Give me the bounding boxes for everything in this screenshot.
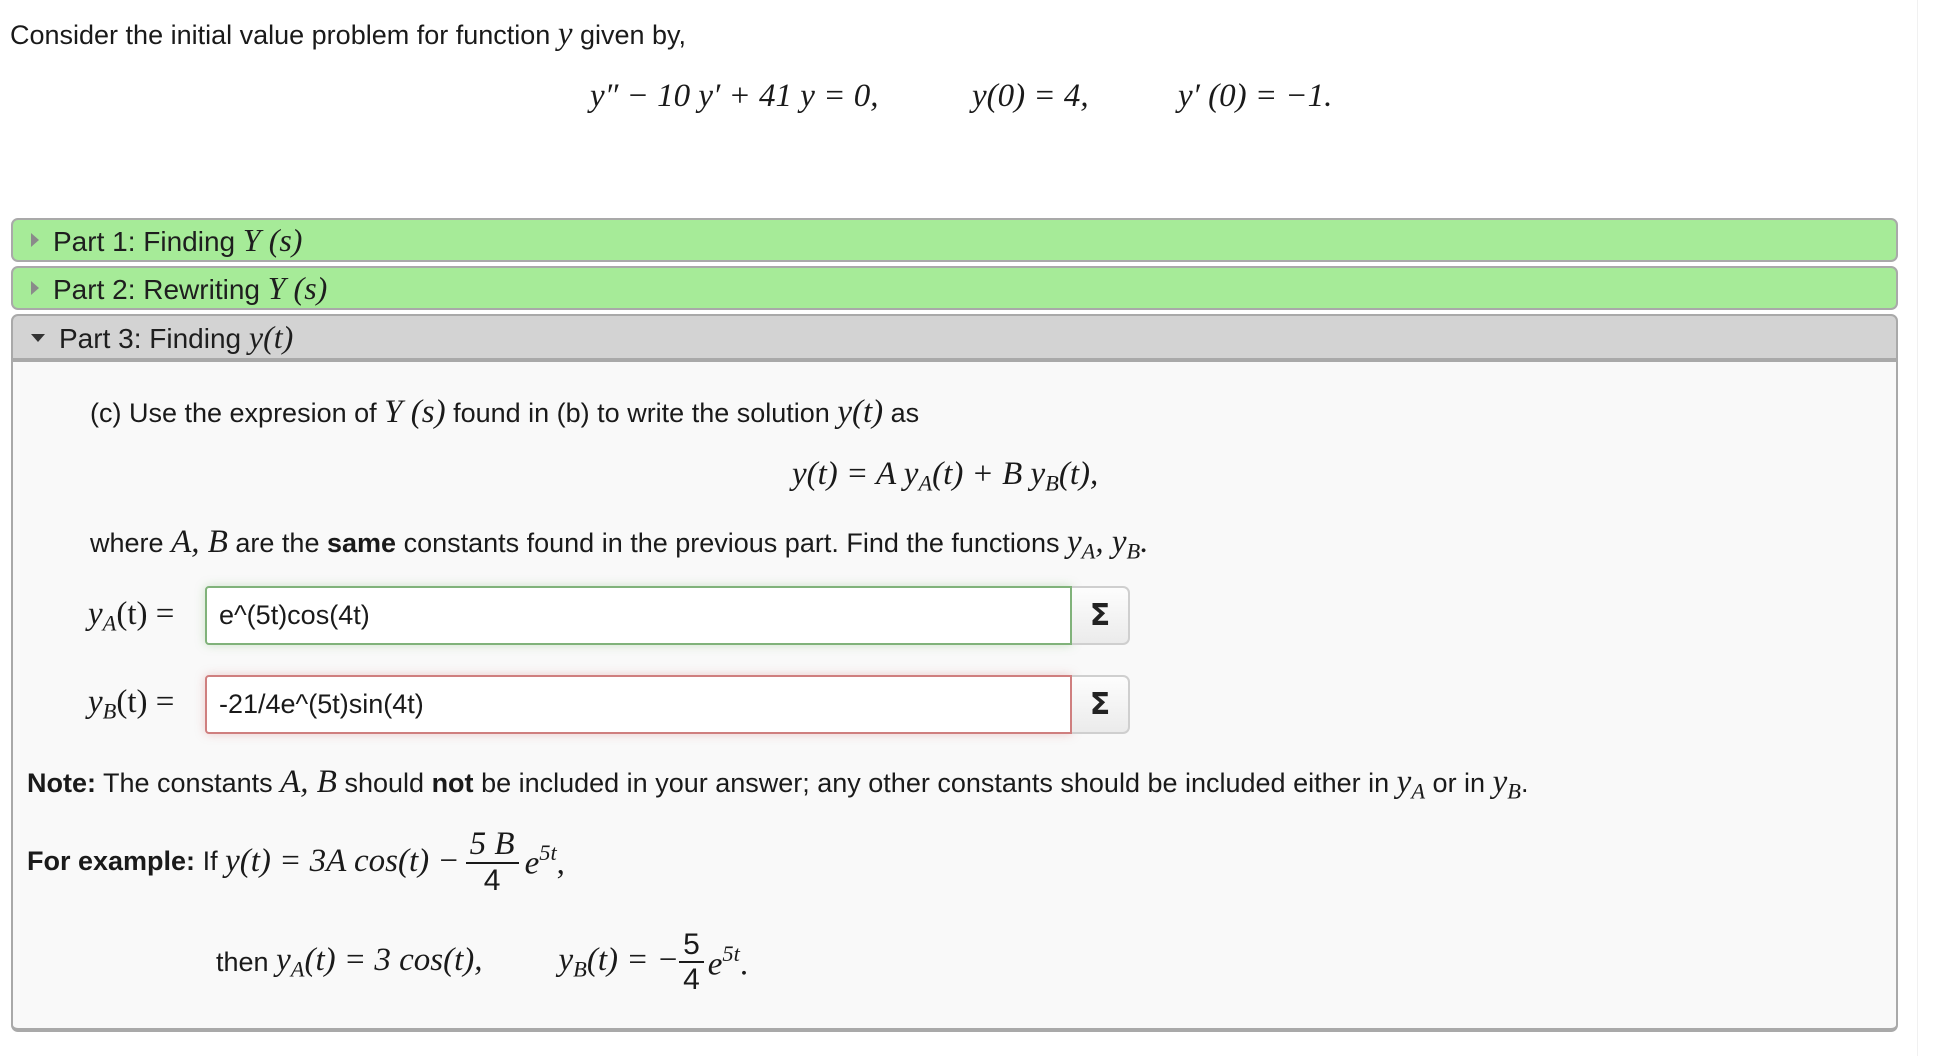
part-2-label xyxy=(53,270,327,307)
instruction-suffix: as xyxy=(890,398,920,428)
where-func-b-sub: B xyxy=(1126,538,1141,564)
note-yb-sub: B xyxy=(1507,778,1521,804)
example-ya-expr: (t) = 3 cos(t), xyxy=(304,941,483,978)
sigma-icon: Σ xyxy=(1089,687,1111,722)
caret-down-icon xyxy=(31,334,45,342)
example-ya: y xyxy=(276,941,291,978)
answer-b-y: y xyxy=(88,684,103,720)
where-bold: same xyxy=(326,528,397,558)
intro-text xyxy=(10,16,686,53)
example-yb-expr: (t) = − xyxy=(586,941,680,978)
example-bold: For example: xyxy=(27,846,196,877)
example-fraction xyxy=(466,826,519,897)
part-3-header[interactable] xyxy=(11,314,1898,362)
instruction-mid: found in (b) to write the solution xyxy=(453,398,830,428)
answer-a-input[interactable] xyxy=(205,586,1072,645)
answer-b-sub: B xyxy=(102,698,117,724)
part-1-math: Y (s) xyxy=(242,221,303,258)
part-1-text: Part 1: Finding xyxy=(53,225,236,257)
intro-label: Consider the initial value problem for function xyxy=(10,20,551,50)
example-yb-fraction xyxy=(679,928,704,996)
part-3-text: Part 3: Finding xyxy=(59,322,242,354)
where-func-b: y xyxy=(1111,524,1127,560)
example-frac-den: 4 xyxy=(483,864,501,898)
instruction-math-Ys: Y (s) xyxy=(384,394,446,430)
where-prefix: where xyxy=(90,528,164,558)
example-yb: y xyxy=(558,941,574,978)
answer-a-arg: (t) = xyxy=(116,596,175,632)
example-if: If xyxy=(202,846,218,877)
intro-suffix: given by, xyxy=(579,20,687,50)
part-2-header[interactable] xyxy=(11,266,1898,310)
sigma-icon: Σ xyxy=(1089,598,1111,633)
note-or: or in xyxy=(1432,768,1486,798)
example-then: then xyxy=(216,946,269,977)
note-text-2: should xyxy=(344,768,425,798)
caret-right-icon xyxy=(31,233,39,247)
example-comma: , xyxy=(556,845,565,882)
example-exp-sup: 5t xyxy=(539,840,557,866)
formula-lhs: y(t) = A y xyxy=(792,456,919,492)
formula-end: (t), xyxy=(1058,456,1099,492)
note-text-1: The constants xyxy=(103,768,273,798)
example-frac-num: 5 B xyxy=(466,826,519,864)
answer-a-y: y xyxy=(88,596,103,632)
formula-sub-b: B xyxy=(1045,470,1059,496)
note-ya-sub: A xyxy=(1411,778,1426,804)
note-vars: A, B xyxy=(280,764,337,800)
intro-var: y xyxy=(557,16,573,52)
part-3-label xyxy=(59,319,293,356)
example-then-line xyxy=(216,928,748,996)
part-1-header[interactable] xyxy=(11,218,1898,262)
where-func-a: y xyxy=(1066,524,1082,560)
part-2-text: Part 2: Rewriting xyxy=(53,273,260,305)
solution-formula xyxy=(792,456,1098,497)
formula-mid: (t) + B y xyxy=(932,456,1046,492)
equation-editor-button-b[interactable] xyxy=(1072,675,1130,734)
example-yb-sub: B xyxy=(573,956,587,982)
note-text xyxy=(27,764,1528,805)
example-yb-exp: e xyxy=(707,946,723,983)
answer-b-label xyxy=(88,684,174,725)
example-ya-sub: A xyxy=(290,956,305,982)
part-1-label xyxy=(53,222,302,259)
note-bold-2: not xyxy=(431,768,474,798)
page-edge-divider xyxy=(1917,0,1918,1056)
ivp-initial-2: y′ (0) = −1. xyxy=(1178,78,1333,114)
caret-right-icon xyxy=(31,281,39,295)
note-text-3: be included in your answer; any other constants should be included either in xyxy=(481,768,1390,798)
example-period: . xyxy=(739,946,749,983)
note-end: . xyxy=(1520,768,1529,798)
example-yb-exp-sup: 5t xyxy=(722,940,740,966)
part-2-math: Y (s) xyxy=(267,269,328,306)
note-ya: y xyxy=(1396,764,1412,800)
example-expr: y(t) = 3A cos(t) − xyxy=(225,843,460,880)
where-mid: are the xyxy=(235,528,320,558)
where-func-a-sub: A xyxy=(1081,538,1096,564)
note-yb: y xyxy=(1492,764,1508,800)
formula-sub-a: A xyxy=(918,470,933,496)
part-3-instruction xyxy=(90,394,919,431)
example-yb-frac-num: 5 xyxy=(679,928,704,963)
part-3-math: y(t) xyxy=(248,318,294,355)
where-suffix: constants found in the previous part. Find the functions xyxy=(403,528,1060,558)
where-vars: A, B xyxy=(171,524,228,560)
ivp-initial-1: y(0) = 4, xyxy=(972,78,1089,114)
example-exp: e xyxy=(524,845,540,882)
note-bold: Note: xyxy=(27,768,96,798)
answer-b-arg: (t) = xyxy=(116,684,175,720)
instruction-math-yt: y(t) xyxy=(837,394,884,430)
answer-a-label xyxy=(88,596,174,637)
example-yb-frac-den: 4 xyxy=(683,963,700,996)
where-text: where A, B are the same constants found in the previous part. Find the functions $y_A$, $y_B$. xyxy=(90,524,1149,564)
instruction-prefix: (c) Use the expresion of xyxy=(90,398,377,428)
equation-editor-button-a[interactable] xyxy=(1072,586,1130,645)
example-line xyxy=(27,826,565,897)
ivp-equation: y″ − 10 y′ + 41 y = 0, xyxy=(590,78,879,114)
answer-b-input[interactable] xyxy=(205,675,1072,734)
answer-a-sub: A xyxy=(102,610,117,636)
